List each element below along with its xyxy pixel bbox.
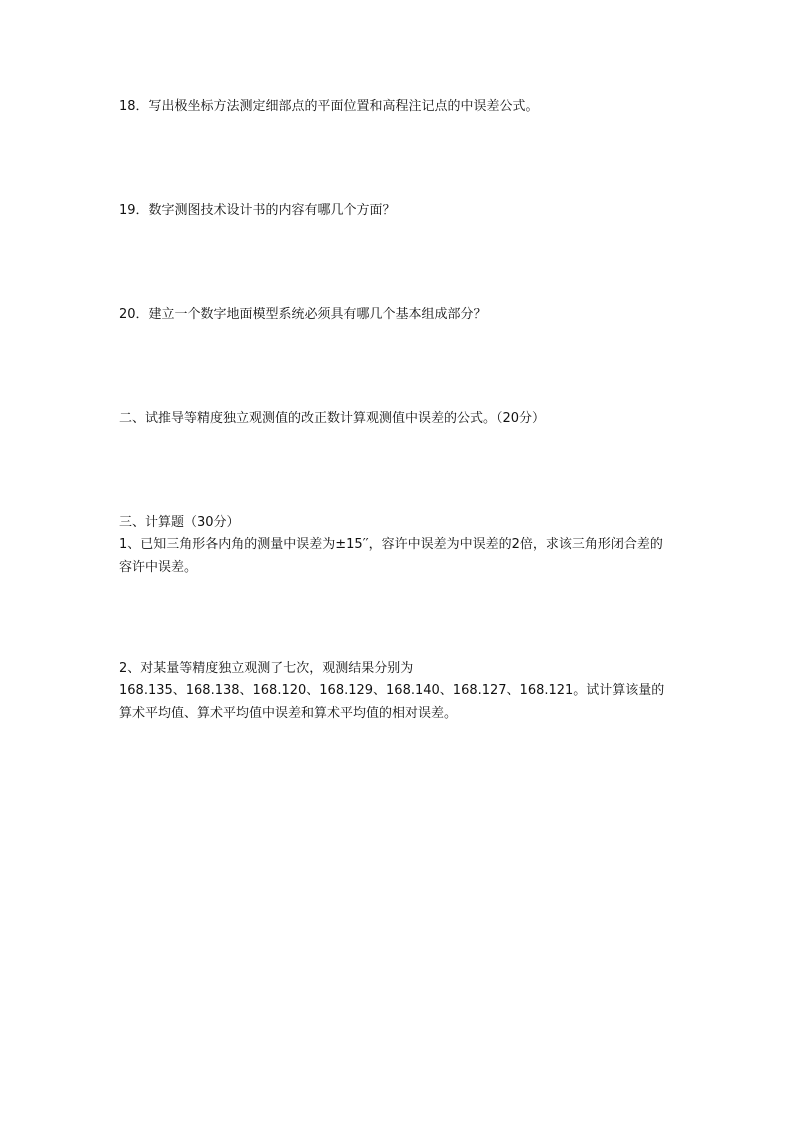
question-18: 18．写出极坐标方法测定细部点的平面位置和高程注记点的中误差公式。 <box>119 99 539 114</box>
calc-problem-2-intro: 2、对某量等精度独立观测了七次，观测结果分别为 <box>119 661 414 676</box>
question-19: 19．数字测图技术设计书的内容有哪几个方面？ <box>119 203 396 218</box>
calc-problem-2-data: 168.135、168.138、168.120、168.129、168.140、168.127、168.121。试计算该量的算术平均值、算术平均值中误差和算术平均值的相对误差。 <box>119 683 665 721</box>
question-20: 20．建立一个数字地面模型系统必须具有哪几个基本组成部分？ <box>119 307 487 322</box>
calc-problem-1: 1、已知三角形各内角的测量中误差为±15′′，容许中误差为中误差的2倍，求该三角形闭合差的容许中误差。 <box>119 537 663 575</box>
section-2-question: 二、试推导等精度独立观测值的改正数计算观测值中误差的公式。（20分） <box>119 411 546 426</box>
section-3-heading: 三、计算题（30分） <box>119 515 240 530</box>
